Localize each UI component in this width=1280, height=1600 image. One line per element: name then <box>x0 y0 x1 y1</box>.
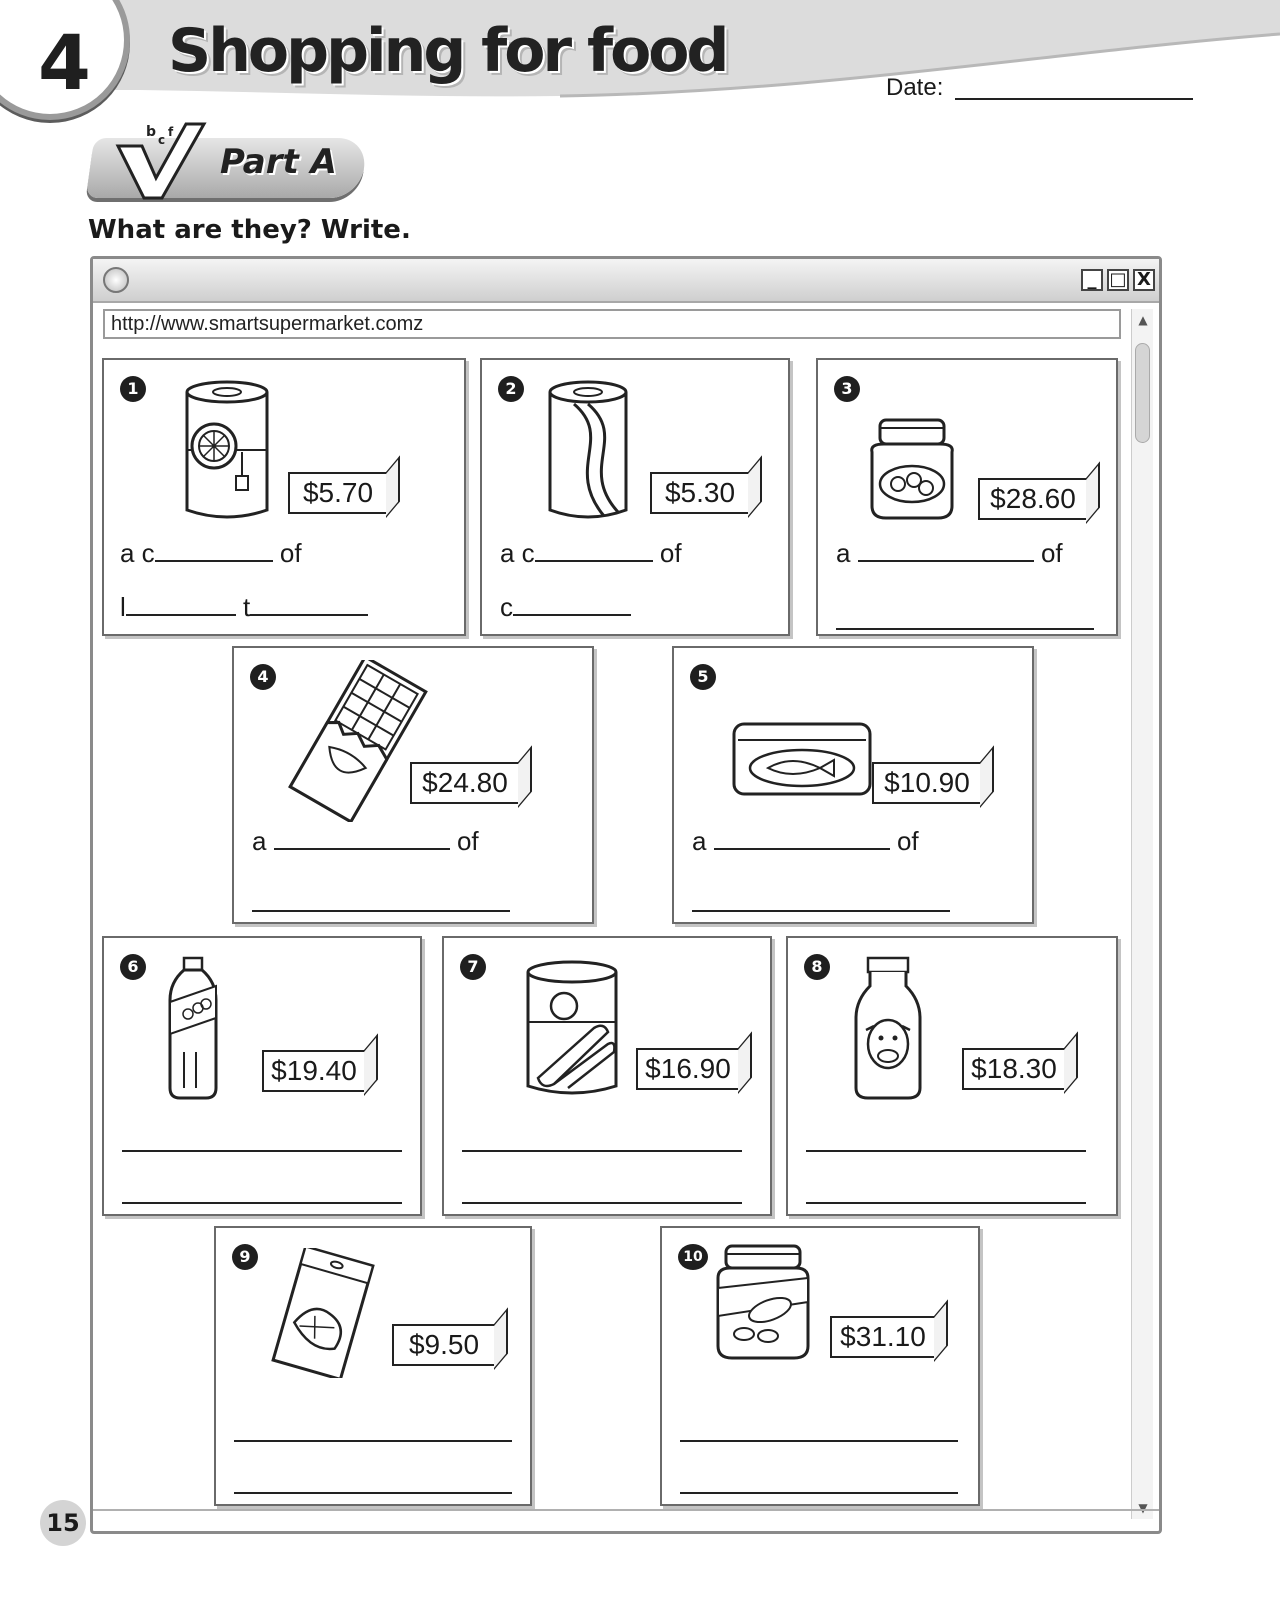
window-bottom-rule <box>93 1509 1159 1511</box>
price-tag: $18.30 <box>962 1048 1066 1090</box>
item-card-6 <box>102 936 422 1216</box>
scroll-thumb[interactable] <box>1135 343 1150 443</box>
answer-blank[interactable] <box>274 830 450 850</box>
answer-blank[interactable] <box>680 1440 958 1442</box>
date-label: Date: <box>886 74 944 101</box>
item-number: 1 <box>120 376 146 402</box>
prompt-mid: t <box>243 592 251 622</box>
answer-line-1 <box>120 538 302 569</box>
address-bar[interactable]: http://www.smartsupermarket.comz <box>103 309 1121 339</box>
answer-line-1 <box>692 826 919 857</box>
answer-blank[interactable] <box>513 596 631 616</box>
price-tag: $5.30 <box>650 472 750 514</box>
answer-blank[interactable] <box>122 1202 402 1204</box>
price-tag: $28.60 <box>978 478 1088 520</box>
prompt-start: a c <box>500 538 535 568</box>
jam-jar-icon <box>862 416 962 522</box>
instruction: What are they? Write. <box>88 215 411 245</box>
price-tag: $9.50 <box>392 1324 496 1366</box>
answer-line-2 <box>500 592 631 623</box>
milk-bottle-icon <box>852 954 924 1102</box>
prompt-start: a <box>836 538 851 568</box>
cola-can-icon <box>544 378 632 524</box>
scroll-down-icon[interactable]: ▼ <box>1138 1501 1148 1515</box>
item-number: 9 <box>232 1244 258 1270</box>
answer-blank[interactable] <box>680 1492 958 1494</box>
answer-blank[interactable] <box>234 1440 512 1442</box>
item-number: 7 <box>460 954 486 980</box>
prompt-start: a <box>692 826 707 856</box>
item-card-8 <box>786 936 1118 1216</box>
answer-blank[interactable] <box>462 1202 742 1204</box>
page-number: 15 <box>40 1500 86 1546</box>
item-card-1 <box>102 358 466 636</box>
answer-blank[interactable] <box>806 1150 1086 1152</box>
answer-blank[interactable] <box>714 830 890 850</box>
answer-blank[interactable] <box>692 910 950 912</box>
lemon-tea-can-icon <box>182 378 272 524</box>
answer-blank[interactable] <box>234 1492 512 1494</box>
date-field[interactable] <box>955 98 1193 100</box>
item-card-5 <box>672 646 1034 924</box>
item-card-9 <box>214 1226 532 1506</box>
prompt-start: l <box>120 592 126 622</box>
answer-line-1 <box>836 538 1063 569</box>
answer-blank[interactable] <box>836 628 1094 630</box>
svg-text:f: f <box>168 125 174 139</box>
prompt-end: of <box>896 826 919 856</box>
prompt-end: of <box>279 538 302 568</box>
close-button[interactable]: X <box>1133 269 1155 291</box>
answer-blank[interactable] <box>126 596 236 616</box>
answer-blank[interactable] <box>462 1150 742 1152</box>
unit-number: 4 <box>38 18 89 107</box>
answer-blank[interactable] <box>252 910 510 912</box>
prompt-start: a c <box>120 538 155 568</box>
answer-blank[interactable] <box>250 596 368 616</box>
minimize-button[interactable]: _ <box>1081 269 1103 291</box>
answer-blank[interactable] <box>535 542 653 562</box>
item-card-2 <box>480 358 790 636</box>
maximize-button[interactable]: □ <box>1107 269 1129 291</box>
scrollbar[interactable] <box>1131 309 1153 1519</box>
juice-bottle-icon <box>164 956 222 1100</box>
answer-blank[interactable] <box>806 1202 1086 1204</box>
answer-line-1 <box>500 538 682 569</box>
prompt-end: of <box>456 826 479 856</box>
price-tag: $5.70 <box>288 472 388 514</box>
answer-line-2 <box>120 592 368 623</box>
item-number: 3 <box>834 376 860 402</box>
prompt-start: a <box>252 826 267 856</box>
part-label: Part A <box>220 142 337 182</box>
price-tag: $24.80 <box>410 762 520 804</box>
answer-blank[interactable] <box>155 542 273 562</box>
svg-text:b: b <box>146 124 157 140</box>
item-card-7 <box>442 936 772 1216</box>
price-tag: $16.90 <box>636 1048 740 1090</box>
item-card-4 <box>232 646 594 924</box>
checkmark-letters-icon <box>112 116 208 202</box>
prompt-end: of <box>659 538 682 568</box>
title-bar <box>93 259 1159 303</box>
snack-packet-icon <box>268 1248 378 1378</box>
svg-text:c: c <box>158 133 166 147</box>
answer-line-1 <box>252 826 479 857</box>
scroll-up-icon[interactable]: ▲ <box>1138 313 1148 327</box>
answer-blank[interactable] <box>858 542 1034 562</box>
fish-tin-icon <box>730 720 874 798</box>
page-title: Shopping for food <box>168 16 727 86</box>
answer-blank[interactable] <box>122 1150 402 1152</box>
prompt-start: c <box>500 592 513 622</box>
sausage-can-icon <box>524 960 620 1100</box>
browser-logo-icon <box>103 267 129 293</box>
item-card-3 <box>816 358 1118 636</box>
peanut-jar-icon <box>710 1242 816 1362</box>
price-tag: $19.40 <box>262 1050 366 1092</box>
price-tag: $31.10 <box>830 1316 936 1358</box>
item-card-10 <box>660 1226 980 1506</box>
item-number: 5 <box>690 664 716 690</box>
item-number: 10 <box>678 1244 708 1270</box>
item-number: 8 <box>804 954 830 980</box>
item-number: 2 <box>498 376 524 402</box>
item-number: 6 <box>120 954 146 980</box>
price-tag: $10.90 <box>872 762 982 804</box>
prompt-end: of <box>1040 538 1063 568</box>
item-number: 4 <box>250 664 276 690</box>
